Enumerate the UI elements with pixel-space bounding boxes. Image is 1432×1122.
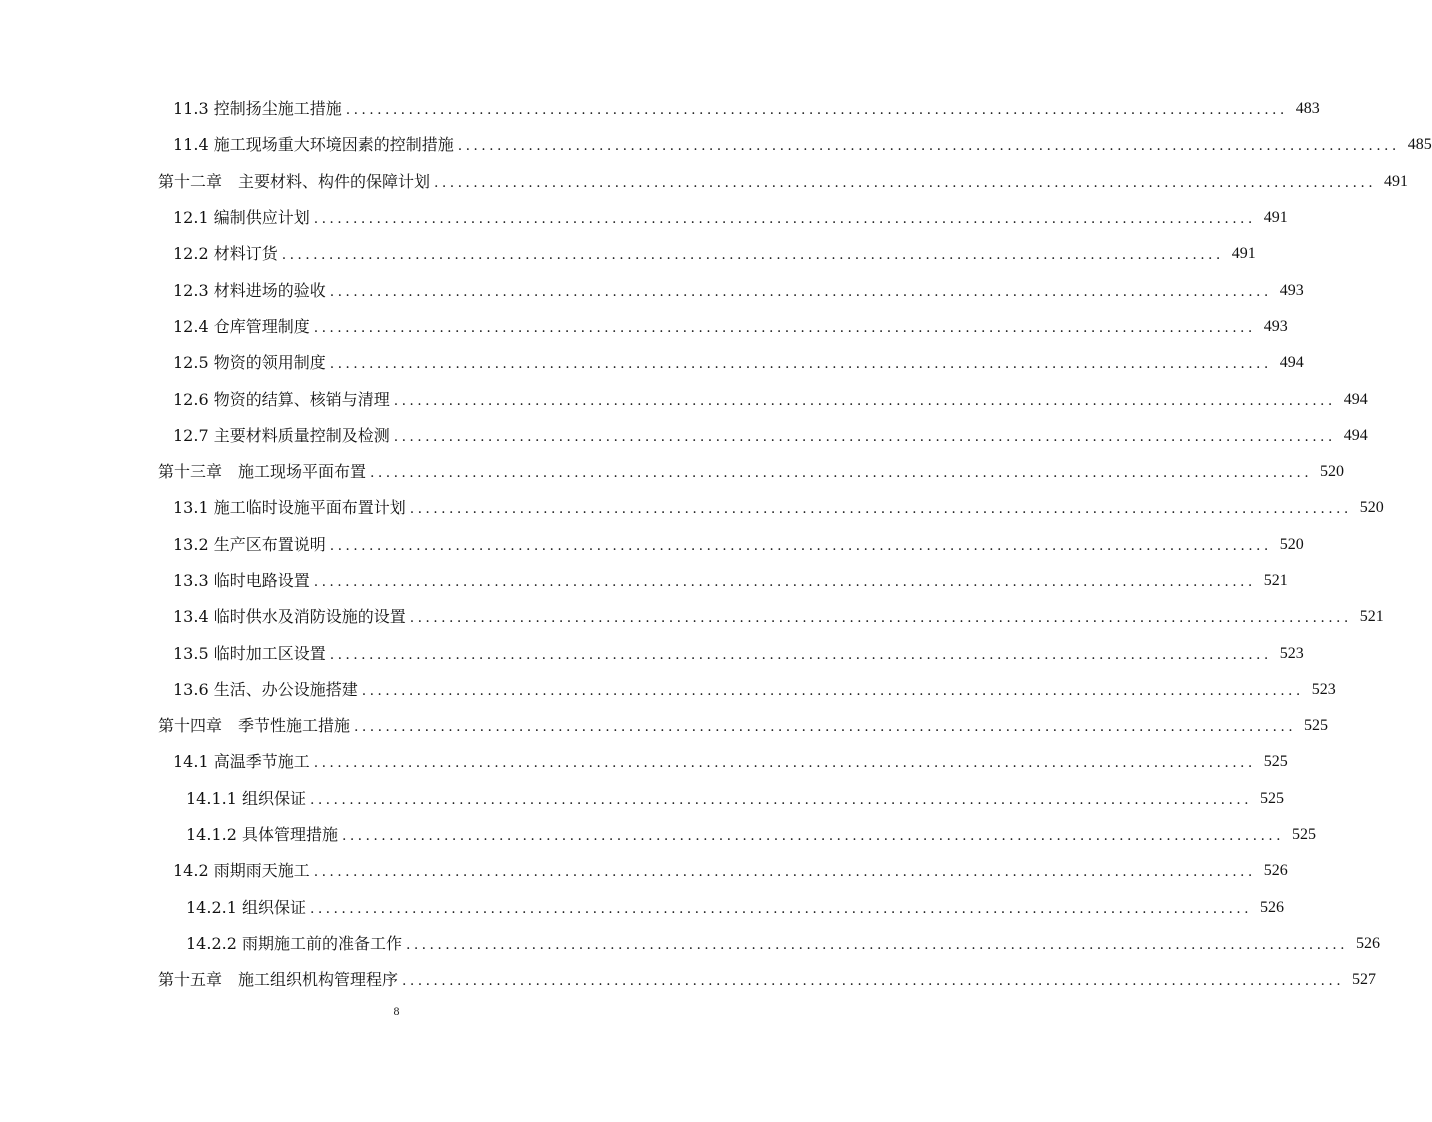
toc-entry-title: 第十五章 施工组织机构管理程序	[158, 970, 399, 990]
toc-entry-page-number: 493	[1279, 281, 1304, 299]
toc-entry-page-number: 491	[1263, 209, 1288, 227]
toc-section-entry[interactable]	[158, 200, 1288, 236]
toc-entry-page-number: 521	[1359, 608, 1384, 626]
toc-dot-leader: ........................................................................................................................	[309, 791, 1253, 808]
toc-section-entry[interactable]	[158, 345, 1304, 381]
toc-chapter-entry[interactable]	[158, 708, 1329, 744]
toc-entry-title: 12.6 物资的结算、核销与清理	[173, 389, 390, 409]
toc-chapter-entry[interactable]	[158, 454, 1345, 490]
toc-subsection-entry[interactable]	[158, 781, 1285, 817]
toc-entry-page-number: 521	[1263, 572, 1288, 589]
toc-section-entry[interactable]	[158, 490, 1384, 526]
toc-entry-title: 14.2.2 雨期施工前的准备工作	[186, 933, 402, 953]
toc-entry-title: 12.7 主要材料质量控制及检测	[173, 425, 390, 445]
toc-chapter-entry[interactable]	[158, 962, 1377, 998]
toc-entry-page-number: 526	[1263, 862, 1288, 880]
toc-dot-leader: ........................................................................................................................	[281, 247, 1224, 264]
toc-entry-title: 12.2 材料订货	[173, 244, 278, 264]
toc-dot-leader: ........................................................................................................................	[329, 283, 1272, 300]
toc-entry-title: 14.1 高温季节施工	[173, 752, 310, 772]
toc-dot-leader: ........................................................................................................................	[313, 864, 1256, 881]
toc-entry-page-number: 520	[1320, 463, 1345, 481]
toc-section-entry[interactable]	[158, 599, 1384, 635]
toc-section-entry[interactable]	[158, 91, 1320, 127]
toc-entry-page-number: 525	[1260, 789, 1285, 807]
toc-dot-leader: ........................................................................................................................	[329, 646, 1272, 663]
toc-dot-leader: ........................................................................................................................	[409, 610, 1352, 627]
toc-section-entry[interactable]	[158, 744, 1288, 780]
toc-dot-leader: ........................................................................................................................	[402, 973, 1345, 990]
toc-entry-title: 13.2 生产区布置说明	[173, 534, 326, 554]
toc-dot-leader: ........................................................................................................................	[370, 465, 1313, 482]
toc-entry-page-number: 523	[1311, 680, 1336, 698]
toc-entry-page-number: 494	[1343, 426, 1368, 444]
toc-section-entry[interactable]	[158, 527, 1304, 563]
toc-entry-page-number: 525	[1263, 753, 1288, 771]
toc-dot-leader: ........................................................................................................................	[393, 428, 1336, 445]
toc-entry-title: 13.4 临时供水及消防设施的设置	[173, 607, 406, 627]
toc-section-entry[interactable]	[158, 635, 1304, 671]
toc-dot-leader: ........................................................................................................................	[329, 537, 1272, 554]
toc-section-entry[interactable]	[158, 418, 1368, 454]
toc-section-entry[interactable]	[158, 309, 1288, 345]
toc-entry-title: 12.1 编制供应计划	[173, 208, 310, 228]
toc-entry-page-number: 525	[1304, 717, 1329, 735]
table-of-contents	[158, 91, 1432, 998]
toc-entry-title: 12.4 仓库管理制度	[173, 316, 310, 336]
toc-dot-leader: ........................................................................................................................	[313, 574, 1256, 590]
toc-dot-leader: ........................................................................................................................	[354, 719, 1297, 736]
toc-section-entry[interactable]	[158, 853, 1288, 889]
toc-entry-page-number: 520	[1359, 499, 1384, 517]
toc-dot-leader: ........................................................................................................................	[313, 755, 1256, 772]
toc-dot-leader: ........................................................................................................................	[405, 936, 1349, 953]
toc-entry-page-number: 526	[1356, 934, 1381, 952]
toc-dot-leader: ........................................................................................................................	[345, 102, 1288, 119]
toc-entry-title: 13.3 临时电路设置	[173, 571, 310, 590]
toc-entry-title: 第十二章 主要材料、构件的保障计划	[158, 171, 431, 191]
toc-section-entry[interactable]	[158, 272, 1304, 308]
toc-entry-page-number: 526	[1260, 898, 1285, 916]
page-number: 8	[393, 1004, 400, 1018]
toc-entry-page-number: 523	[1279, 644, 1304, 662]
toc-dot-leader: ........................................................................................................................	[313, 319, 1256, 336]
toc-entry-page-number: 485	[1407, 136, 1432, 154]
toc-entry-page-number: 520	[1279, 535, 1304, 553]
toc-section-entry[interactable]	[158, 381, 1368, 417]
toc-entry-title: 11.4 施工现场重大环境因素的控制措施	[173, 135, 454, 155]
toc-dot-leader: ........................................................................................................................	[313, 211, 1256, 228]
toc-entry-title: 14.1.1 组织保证	[186, 788, 306, 808]
toc-dot-leader: ........................................................................................................................	[393, 392, 1336, 409]
toc-dot-leader: ........................................................................................................................	[309, 900, 1253, 917]
toc-dot-leader: ........................................................................................................................	[361, 682, 1304, 699]
toc-entry-title: 13.6 生活、办公设施搭建	[173, 679, 358, 699]
toc-entry-page-number: 494	[1343, 390, 1368, 408]
toc-entry-page-number: 525	[1292, 826, 1317, 844]
toc-entry-title: 13.1 施工临时设施平面布置计划	[173, 498, 406, 518]
toc-entry-page-number: 491	[1384, 172, 1409, 190]
toc-entry-title: 第十四章 季节性施工措施	[158, 716, 351, 736]
toc-dot-leader: ........................................................................................................................	[341, 828, 1285, 845]
toc-entry-page-number: 483	[1295, 100, 1320, 118]
toc-entry-title: 13.5 临时加工区设置	[173, 643, 326, 663]
toc-entry-page-number: 527	[1352, 971, 1377, 989]
toc-section-entry[interactable]	[158, 127, 1432, 163]
toc-entry-title: 12.3 材料进场的验收	[173, 280, 326, 300]
toc-dot-leader: ........................................................................................................................	[457, 138, 1400, 155]
toc-entry-page-number: 493	[1263, 317, 1288, 335]
toc-section-entry[interactable]	[158, 672, 1336, 708]
toc-section-entry[interactable]	[158, 236, 1256, 272]
toc-entry-title: 11.3 控制扬尘施工措施	[173, 99, 342, 119]
toc-section-entry[interactable]	[158, 563, 1288, 599]
toc-entry-page-number: 494	[1279, 354, 1304, 372]
toc-subsection-entry[interactable]	[158, 817, 1317, 853]
toc-entry-page-number: 491	[1231, 245, 1256, 263]
toc-subsection-entry[interactable]	[158, 926, 1381, 962]
toc-entry-title: 14.2.1 组织保证	[186, 897, 306, 917]
toc-entry-title: 14.2 雨期雨天施工	[173, 861, 310, 881]
toc-entry-title: 14.1.2 具体管理措施	[186, 825, 338, 845]
toc-dot-leader: ........................................................................................................................	[409, 501, 1352, 518]
toc-dot-leader: ........................................................................................................................	[329, 356, 1272, 373]
toc-entry-title: 12.5 物资的领用制度	[173, 353, 326, 373]
toc-subsection-entry[interactable]	[158, 890, 1285, 926]
toc-chapter-entry[interactable]	[158, 164, 1409, 200]
toc-dot-leader: ........................................................................................................................	[434, 174, 1377, 191]
toc-entry-title: 第十三章 施工现场平面布置	[158, 462, 367, 482]
